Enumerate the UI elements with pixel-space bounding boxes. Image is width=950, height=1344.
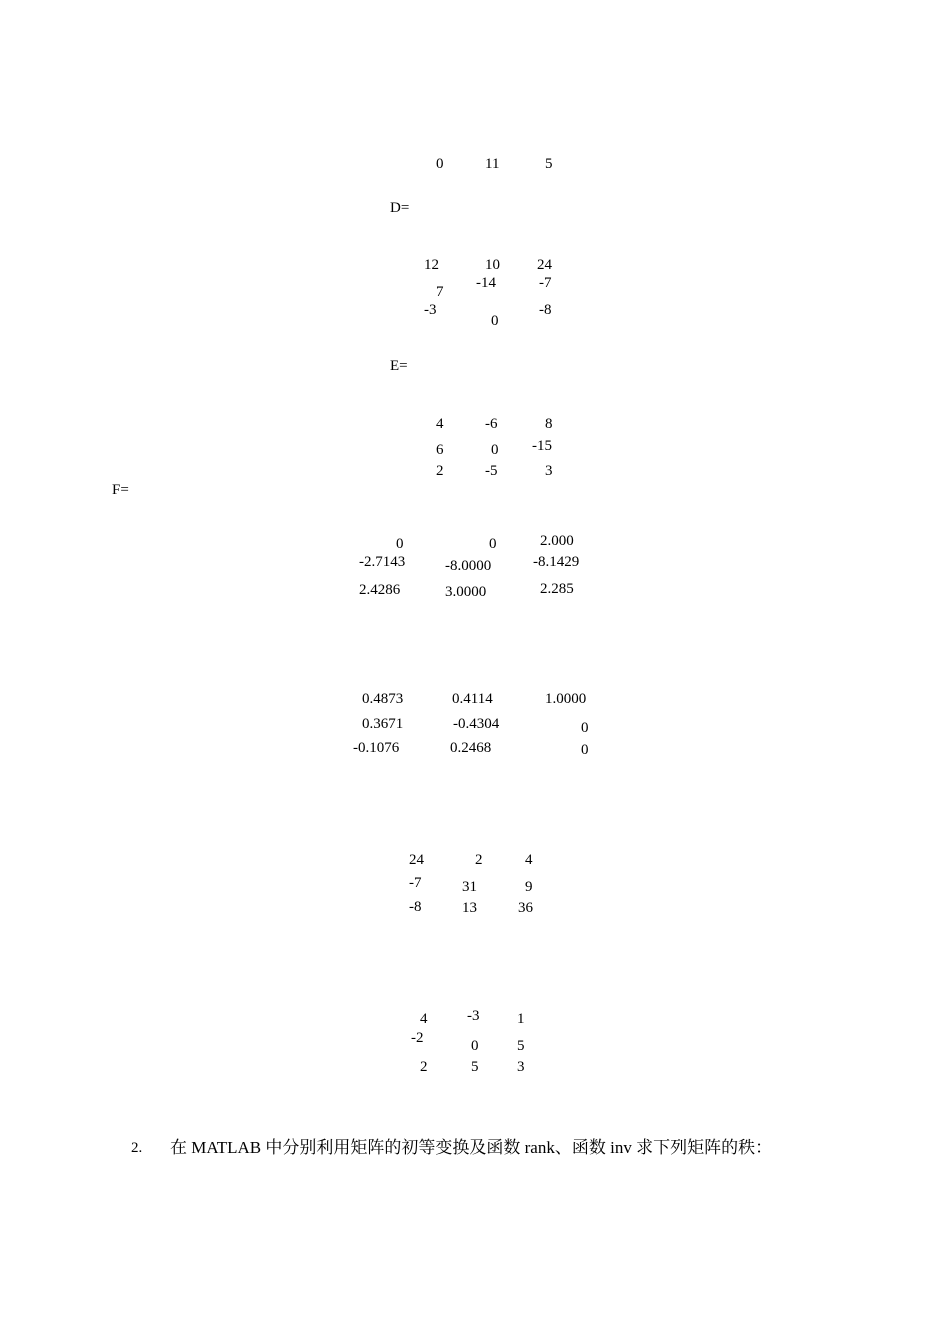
matrix-cell: 0.4873 xyxy=(362,691,404,707)
matrix-cell: -0.4304 xyxy=(453,716,500,732)
matrix-cell: 7 xyxy=(436,284,444,300)
matrix-cell: 0 xyxy=(489,536,497,552)
matrix-cell: 12 xyxy=(424,257,439,273)
matrix-cell: 10 xyxy=(485,257,500,273)
matrix-cell: 2 xyxy=(420,1059,428,1075)
matrix-cell: 3 xyxy=(517,1059,525,1075)
matrix-cell: 2.000 xyxy=(540,533,574,549)
matrix-cell: -7 xyxy=(409,875,422,891)
matrix-cell: 4 xyxy=(525,852,533,868)
matrix-cell: 0 xyxy=(471,1038,479,1054)
matrix-f-label: F= xyxy=(112,482,129,498)
matrix-cell: 0 xyxy=(396,536,404,552)
matrix-cell: -3 xyxy=(467,1008,480,1024)
matrix-cell: 1.0000 xyxy=(545,691,587,707)
matrix-cell: -6 xyxy=(485,416,498,432)
matrix-cell: 2 xyxy=(436,463,444,479)
matrix-cell: -2.7143 xyxy=(359,554,406,570)
matrix-cell: 3 xyxy=(545,463,553,479)
matrix-cell: 3.0000 xyxy=(445,584,487,600)
matrix-cell: -8 xyxy=(539,302,552,318)
matrix-cell: 13 xyxy=(462,900,477,916)
matrix-cell: -3 xyxy=(424,302,437,318)
matrix-cell: 9 xyxy=(525,879,533,895)
matrix-cell: 1 xyxy=(517,1011,525,1027)
matrix-cell: 5 xyxy=(545,156,553,172)
matrix-cell: 5 xyxy=(517,1038,525,1054)
matrix-cell: -8.1429 xyxy=(533,554,580,570)
matrix-cell: 6 xyxy=(436,442,444,458)
matrix-cell: -8.0000 xyxy=(445,558,492,574)
matrix-cell: 0 xyxy=(491,313,499,329)
matrix-cell: 0.4114 xyxy=(452,691,493,707)
matrix-cell: 2.4286 xyxy=(359,582,401,598)
matrix-cell: 4 xyxy=(420,1011,428,1027)
matrix-e-label: E= xyxy=(390,358,408,374)
matrix-cell: 31 xyxy=(462,879,477,895)
matrix-cell: 0 xyxy=(491,442,499,458)
matrix-cell: 24 xyxy=(537,257,552,273)
matrix-cell: 0 xyxy=(581,720,589,736)
matrix-cell: 8 xyxy=(545,416,553,432)
question-text: 在 MATLAB 中分别利用矩阵的初等变换及函数 rank、函数 inv 求下列矩阵的秩： xyxy=(170,1138,773,1157)
matrix-cell: -14 xyxy=(476,275,496,291)
question-number: 2. xyxy=(131,1140,143,1156)
matrix-cell: -2 xyxy=(411,1030,424,1046)
matrix-cell: 2 xyxy=(475,852,483,868)
matrix-cell: 0.2468 xyxy=(450,740,492,756)
matrix-cell: 0.3671 xyxy=(362,716,404,732)
matrix-cell: 24 xyxy=(409,852,424,868)
matrix-cell: 2.285 xyxy=(540,581,574,597)
matrix-cell: -15 xyxy=(532,438,552,454)
matrix-cell: 11 xyxy=(485,156,500,172)
matrix-cell: 5 xyxy=(471,1059,479,1075)
matrix-cell: 4 xyxy=(436,416,444,432)
matrix-d-label: D= xyxy=(390,200,410,216)
matrix-cell: -0.1076 xyxy=(353,740,400,756)
matrix-cell: 36 xyxy=(518,900,533,916)
matrix-cell: -8 xyxy=(409,899,422,915)
matrix-cell: 0 xyxy=(581,742,589,758)
matrix-cell: -7 xyxy=(539,275,552,291)
matrix-cell: 0 xyxy=(436,156,444,172)
matrix-cell: -5 xyxy=(485,463,498,479)
